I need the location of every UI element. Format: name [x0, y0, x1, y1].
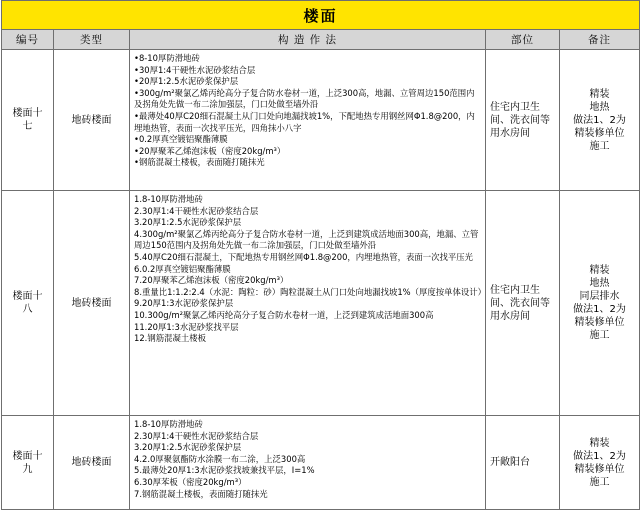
header-method: 构 造 作 法 [130, 30, 486, 50]
method-line: 7.钢筋混凝土楼板，表面随打随抹光 [134, 488, 268, 499]
method-line: 2.30厚1:4干硬性水泥砂浆结合层 [134, 205, 259, 216]
row-location-cell [486, 416, 560, 510]
row-note: 精装 做法1、2为 精装修单位 施工 [573, 437, 626, 488]
method-line: 4.300g/m²聚氯乙烯丙纶高分子复合防水卷材一道，上泛到建筑成活地面300高，地漏、立管周边150范围内及拐角处先做一布二涂加强层，门口处做至墙外沿 [134, 228, 479, 251]
row-code: 楼面十 七 [12, 108, 43, 132]
method-line: 9.20厚1:3水泥砂浆保护层 [134, 298, 234, 309]
table-title-row [2, 1, 640, 30]
table-row [2, 416, 640, 510]
table-title: 楼面 [2, 1, 640, 30]
row-method-cell [130, 191, 486, 416]
method-line: 4.2.0厚聚氨酯防水涂膜一布二涂，上泛300高 [134, 453, 306, 464]
method-line: 6.0.2厚真空镀铝聚酯薄膜 [134, 263, 231, 274]
table-row [2, 191, 640, 416]
row-method-cell [130, 416, 486, 510]
row-note-cell [560, 50, 640, 191]
method-line: •0.2厚真空镀铝聚酯薄膜 [134, 134, 228, 145]
table-row [2, 50, 640, 191]
row-code-cell [2, 191, 54, 416]
row-location: 开敞阳台 [490, 457, 530, 468]
row-location: 住宅内卫生间、洗衣间等用水房间 [490, 284, 550, 322]
method-line: 1.8-10厚防滑地砖 [134, 419, 203, 429]
method-line: 2.30厚1:4干硬性水泥砂浆结合层 [134, 430, 259, 441]
method-line: 7.20厚聚苯乙烯泡沫板（密度20kg/m³） [134, 275, 289, 286]
row-type-cell [54, 50, 130, 191]
row-note-cell [560, 191, 640, 416]
header-type: 类型 [54, 30, 130, 50]
row-type-cell [54, 416, 130, 510]
row-method-cell [130, 50, 486, 191]
row-note-cell [560, 416, 640, 510]
row-type-cell [54, 191, 130, 416]
method-line: •8-10厚防滑地砖 [134, 53, 200, 63]
method-line: •20厚1:2.5水泥砂浆保护层 [134, 76, 239, 87]
method-line: 12.钢筋混凝土楼板 [134, 333, 206, 344]
row-location: 住宅内卫生间、洗衣间等用水房间 [490, 101, 550, 139]
row-type: 地砖楼面 [71, 457, 112, 468]
method-line: 10.300g/m²聚氯乙烯丙纶高分子复合防水卷材一道，上泛到建筑成活地面300高 [134, 309, 434, 320]
method-line: 6.30厚苯板（密度20kg/m³） [134, 476, 247, 487]
row-note: 精装 地热 做法1、2为 精装修单位 施工 [573, 88, 626, 152]
method-line: 5.最薄处20厚1:3水泥砂浆找坡兼找平层，I=1% [134, 465, 315, 476]
row-note: 精装 地热 同层排水 做法1、2为 精装修单位 施工 [573, 265, 626, 341]
row-code: 楼面十 八 [12, 291, 43, 315]
method-line: 5.40厚C20细石混凝土，下配地热专用钢丝网Φ1.8@200，内埋地热管，表面一次找平压光 [134, 251, 474, 262]
row-type: 地砖楼面 [71, 114, 112, 126]
method-line: 11.20厚1:3水泥砂浆找平层 [134, 321, 239, 332]
method-line: 1.8-10厚防滑地砖 [134, 194, 203, 204]
row-type: 地砖楼面 [71, 297, 112, 309]
row-code-cell [2, 416, 54, 510]
header-location: 部位 [486, 30, 560, 50]
method-line: •钢筋混凝土楼板，表面随打随抹光 [134, 157, 265, 168]
row-location-cell [486, 191, 560, 416]
row-location-cell [486, 50, 560, 191]
method-line: 3.20厚1:2.5水泥砂浆保护层 [134, 217, 242, 228]
method-line: •300g/m²聚氯乙烯丙纶高分子复合防水卷材一道，上泛300高，地漏、立管周边150范围内及拐角处先做一布二涂加强层，门口处做至墙外沿 [134, 87, 475, 110]
method-line: •30厚1:4干硬性水泥砂浆结合层 [134, 64, 256, 75]
method-line: •最薄处40厚C20细石混凝土从门口处向地漏找坡1%，下配地热专用钢丝网Φ1.8@200，内埋地热管，表面一次找平压光，四角抹小八字 [134, 110, 475, 133]
floor-spec-table [1, 0, 640, 510]
header-note: 备注 [560, 30, 640, 50]
header-row [2, 30, 640, 50]
row-code-cell [2, 50, 54, 191]
method-line: •20厚聚苯乙烯泡沫板（密度20kg/m³） [134, 145, 286, 156]
method-line: 8.重量比1:1.2:2.4（水泥：陶粒：砂）陶粒混凝土从门口处向地漏找坡1%（厚度按单体设计） [134, 286, 487, 297]
row-code: 楼面十 九 [12, 450, 43, 475]
header-code: 编号 [2, 30, 54, 50]
method-line: 3.20厚1:2.5水泥砂浆保护层 [134, 442, 242, 453]
